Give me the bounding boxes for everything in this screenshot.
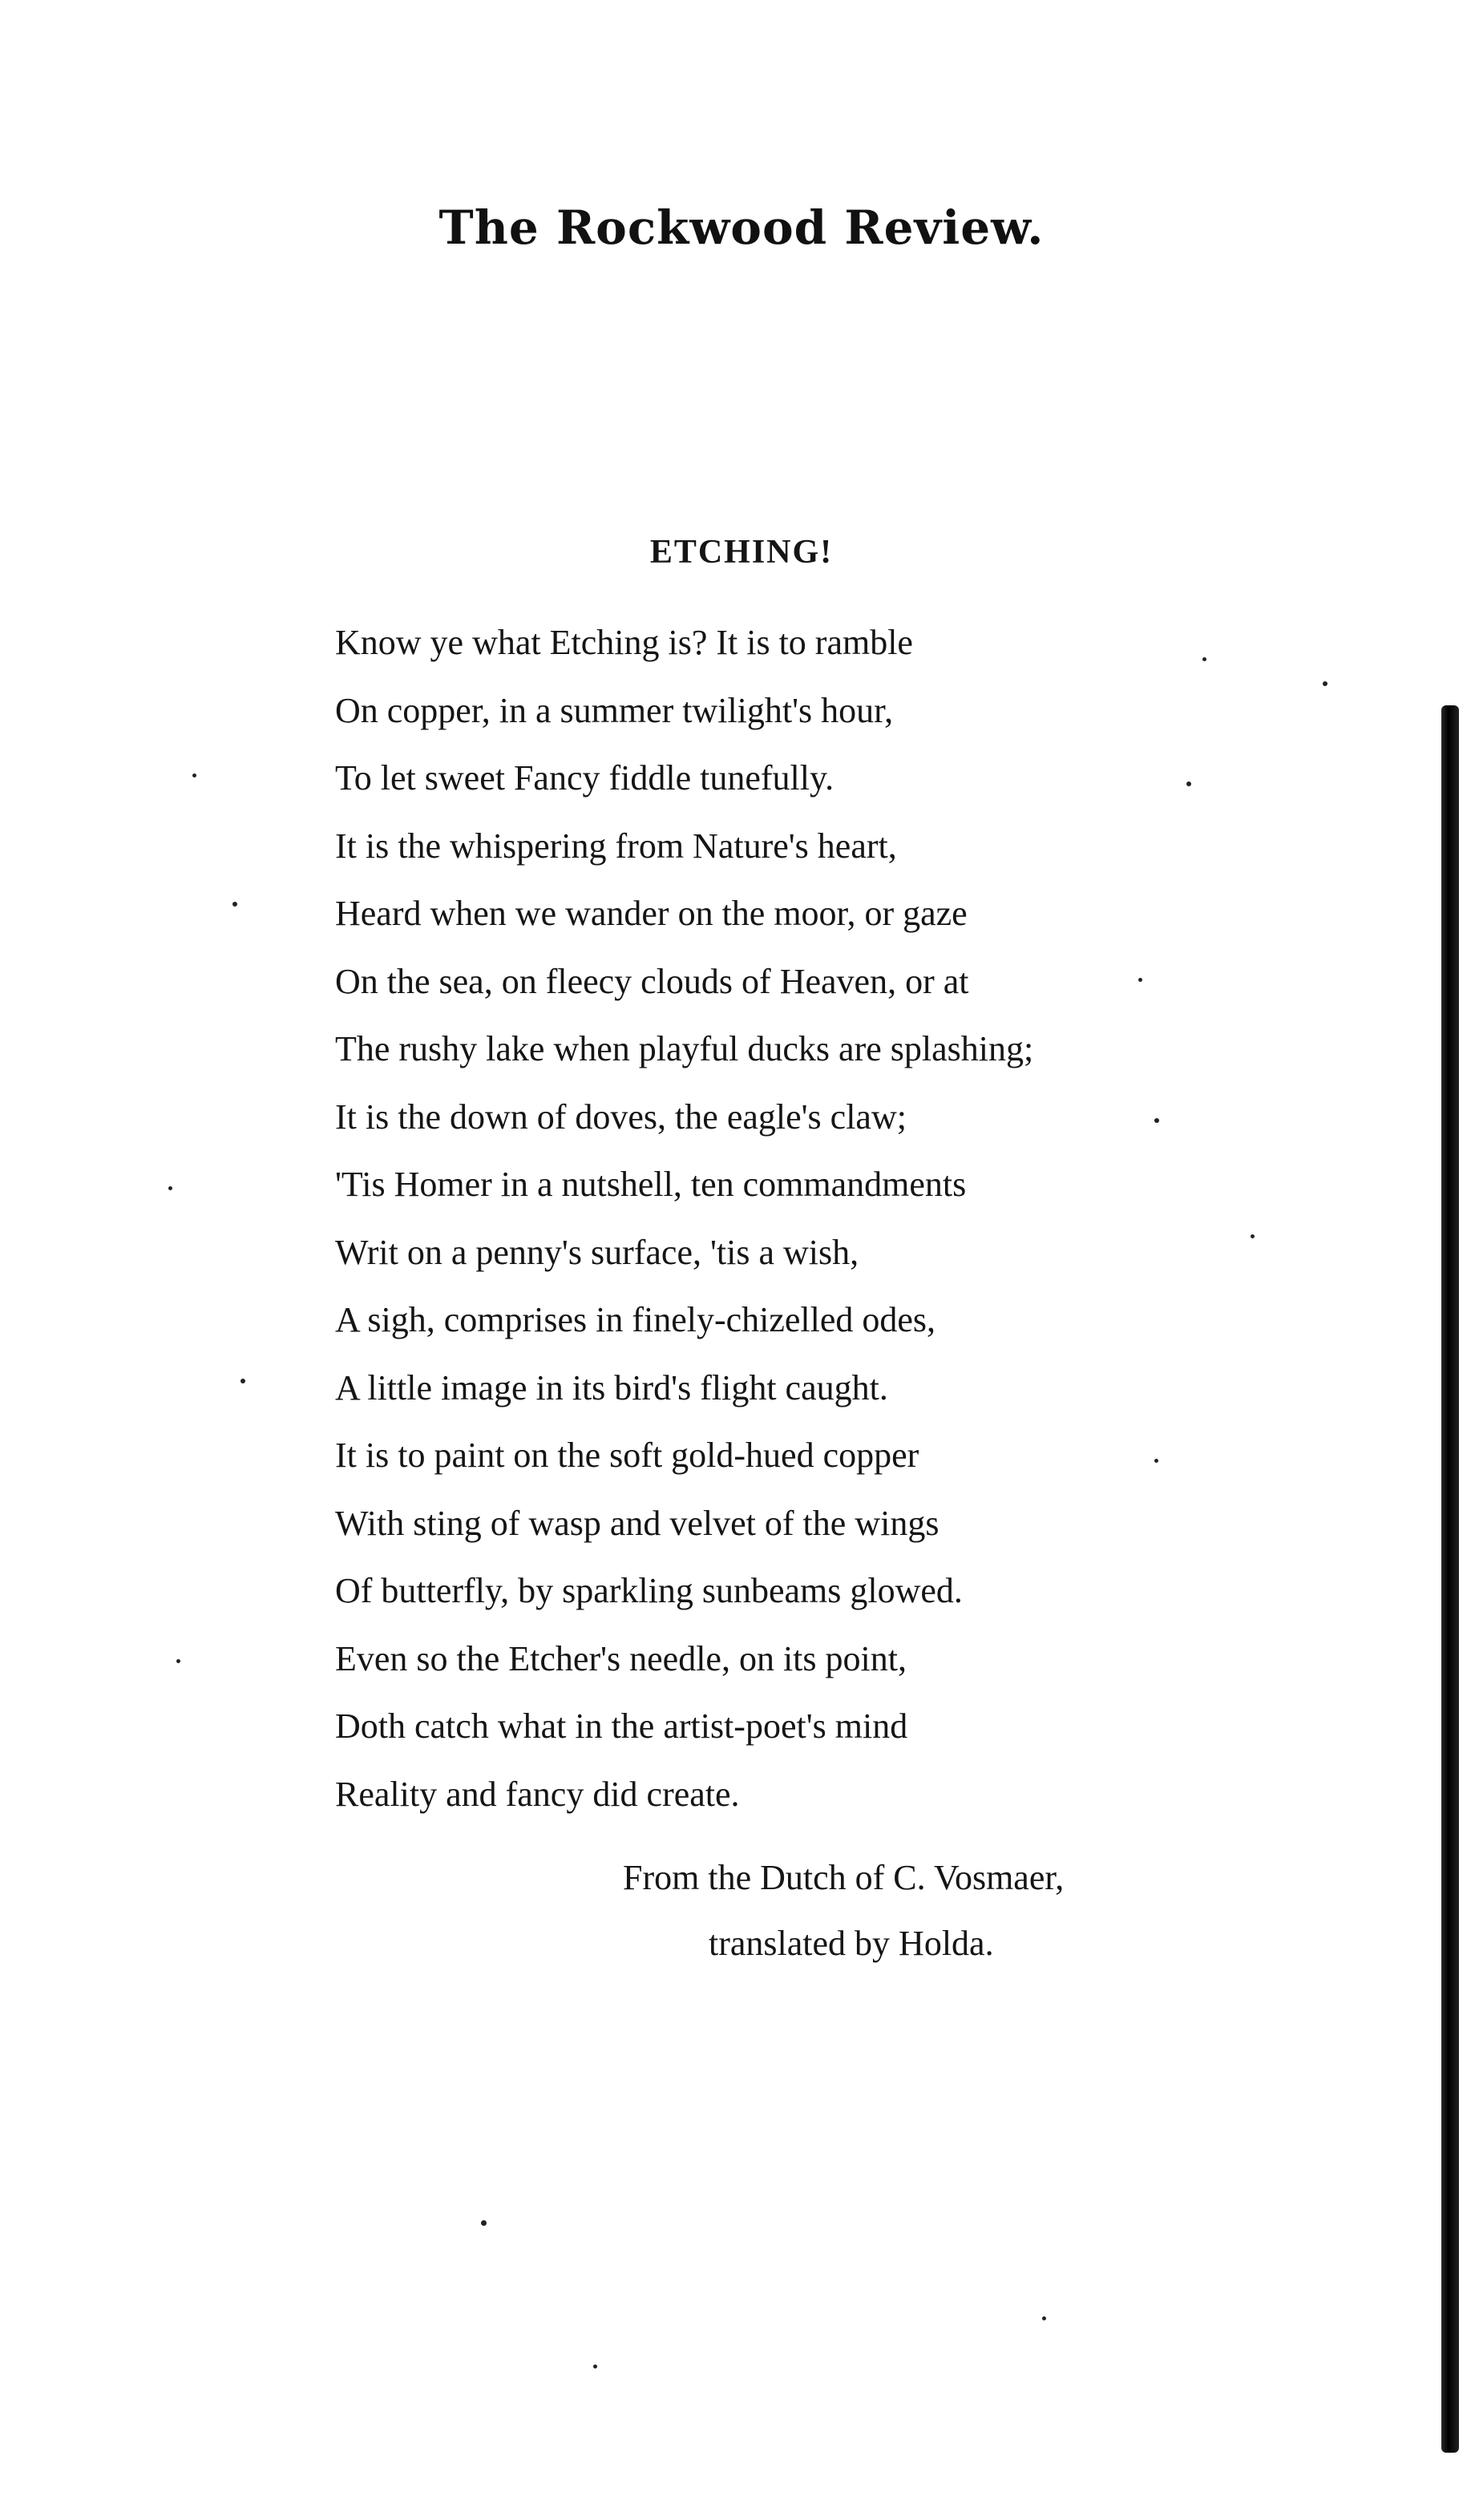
poem-line: The rushy lake when playful ducks are splashing; [335,1029,1034,1068]
poem-line: It is to paint on the soft gold-hued copper [335,1436,919,1475]
scan-speck [240,1379,245,1383]
attribution-translator: translated by Holda. [709,1924,994,1963]
scan-speck [1251,1234,1255,1238]
poem-line: Know ye what Etching is? It is to ramble [335,623,913,662]
scan-speck [1202,657,1206,661]
poem-line: Heard when we wander on the moor, or gaze [335,894,968,933]
attribution-source: From the Dutch of C. Vosmaer, [623,1858,1065,1897]
poem-title: ETCHING! [649,534,834,571]
poem-line: A sigh, comprises in finely-chizelled odes, [335,1300,936,1339]
poem-line: Doth catch what in the artist-poet's mind [335,1706,908,1746]
poem-line: On the sea, on fleecy clouds of Heaven, or at [335,961,969,1001]
poem-line: It is the whispering from Nature's heart, [335,826,897,866]
poem-line: Of butterfly, by sparkling sunbeams glowed. [335,1571,963,1610]
scan-speck [1042,2316,1046,2320]
poem-line: Writ on a penny's surface, 'tis a wish, [335,1232,859,1272]
poem-body [335,609,1217,1828]
scan-speck [192,773,196,777]
scan-speck [168,1186,172,1190]
poem-line: It is the down of doves, the eagle's claw; [335,1096,907,1137]
poem-line: 'Tis Homer in a nutshell, ten commandments [335,1165,967,1204]
scan-speck [176,1659,180,1663]
scan-speck [1154,1459,1158,1463]
scan-speck [1323,681,1327,686]
scan-speck [481,2220,487,2226]
masthead: The Rockwood Review. [438,200,1045,255]
page-edge-shadow [1441,705,1459,2453]
poem-line: Even so the Etcher's needle, on its point, [335,1638,907,1678]
scan-speck [593,2365,597,2369]
scan-speck [1154,1118,1159,1123]
scan-speck [1138,978,1142,982]
scan-speck [1186,781,1191,786]
attribution [0,1845,1483,1977]
poem-line: A little image in its bird's flight caught. [335,1367,888,1407]
scan-speck [232,902,237,907]
poem-line: To let sweet Fancy fiddle tunefully. [335,758,834,798]
poem-line: With sting of wasp and velvet of the wings [335,1503,940,1543]
poem-line: On copper, in a summer twilight's hour, [335,690,894,730]
poem-line: Reality and fancy did create. [335,1774,740,1814]
